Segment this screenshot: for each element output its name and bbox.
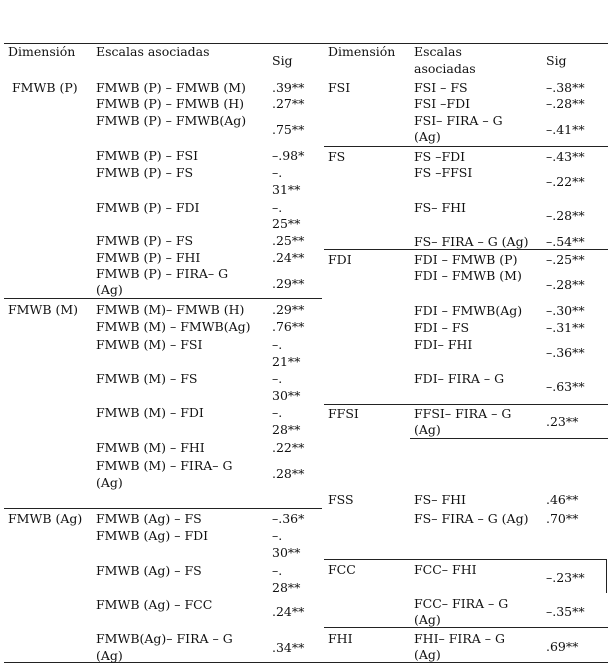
- sig-value-line1: –.: [272, 200, 283, 215]
- scale-label-line2: (Ag): [414, 647, 441, 662]
- dimension-label: FFSI: [328, 406, 359, 421]
- table-top-rule: [4, 43, 608, 44]
- sig-value: .75**: [272, 122, 305, 137]
- scale-label-line2: (Ag): [414, 422, 441, 437]
- fcc-side-rule: [606, 559, 607, 593]
- sig-value: –.28**: [546, 277, 585, 292]
- sig-value: –.41**: [546, 122, 585, 137]
- sig-value: –.54**: [546, 234, 585, 249]
- scale-label: FMWB (Ag) – FS: [96, 563, 202, 578]
- scale-label: FS– FHI: [414, 200, 466, 215]
- scale-label: FMWB (P) – FSI: [96, 148, 199, 163]
- header-scales-right-line2: asociadas: [414, 61, 476, 76]
- sig-value: .29**: [272, 302, 305, 317]
- scale-label: FDI– FHI: [414, 337, 473, 352]
- sig-value: –.35**: [546, 604, 585, 619]
- scale-label: FMWB (Ag) – FS: [96, 511, 202, 526]
- scale-label-line2: (Ag): [96, 282, 123, 297]
- scale-label: FMWB (M) – FHI: [96, 440, 205, 455]
- sig-value: –.28**: [546, 208, 585, 223]
- header-sig-right: Sig: [546, 53, 567, 68]
- dimension-label: FHI: [328, 631, 353, 646]
- sig-value: –.23**: [546, 570, 585, 585]
- sig-value-line2: 30**: [272, 545, 301, 560]
- sig-value-line2: 28**: [272, 580, 301, 595]
- scale-label: FMWB (Ag) – FCC: [96, 597, 213, 612]
- sig-value: .24**: [272, 604, 305, 619]
- scale-label-line1: FSI– FIRA – G: [414, 113, 503, 128]
- sig-value: –.98*: [272, 148, 305, 163]
- scale-label: FMWB (M)– FMWB (H): [96, 302, 245, 317]
- scale-label: FMWB (P) – FMWB(Ag): [96, 113, 247, 128]
- sig-value: –.28**: [546, 96, 585, 111]
- sig-value: .28**: [272, 466, 305, 481]
- right-group-rule-fs: [324, 146, 608, 147]
- scale-label-line1: FFSI– FIRA – G: [414, 406, 512, 421]
- left-group-rule-2: [4, 508, 322, 509]
- scale-label-line1: FMWB (M) – FIRA– G: [96, 458, 233, 473]
- scale-label: FMWB (P) – FS: [96, 165, 194, 180]
- scale-label: FS –FDI: [414, 149, 466, 164]
- sig-value: –.30**: [546, 303, 585, 318]
- header-dimension-right: Dimensión: [328, 44, 396, 59]
- sig-value: .39**: [272, 80, 305, 95]
- sig-value: –.25**: [546, 252, 585, 267]
- dimension-label: FS: [328, 149, 346, 164]
- sig-value: .70**: [546, 511, 579, 526]
- scale-label-line2: (Ag): [96, 648, 123, 663]
- dimension-label: FSS: [328, 492, 354, 507]
- dimension-label: FMWB (P): [12, 80, 78, 95]
- scale-label: FMWB (M) – FDI: [96, 405, 204, 420]
- sig-value-line1: –.: [272, 337, 283, 352]
- dimension-label: FDI: [328, 252, 352, 267]
- sig-value: –.36**: [546, 345, 585, 360]
- scale-label-line1: FHI– FIRA – G: [414, 631, 505, 646]
- dimension-label: FMWB (M): [8, 302, 79, 317]
- dimension-label: FCC: [328, 562, 356, 577]
- sig-value: .27**: [272, 96, 305, 111]
- sig-value: .23**: [546, 414, 579, 429]
- scale-label: FS– FIRA – G (Ag): [414, 234, 529, 249]
- sig-value: .22**: [272, 440, 305, 455]
- scale-label-line1: FCC– FIRA – G: [414, 596, 509, 611]
- scale-label: FMWB (M) – FMWB(Ag): [96, 319, 251, 334]
- sig-value: –.31**: [546, 320, 585, 335]
- sig-value-line2: 25**: [272, 216, 301, 231]
- scale-label-line2: (Ag): [414, 612, 441, 627]
- scale-label: FSI – FS: [414, 80, 468, 95]
- sig-value: –.63**: [546, 379, 585, 394]
- right-group-rule-fcc: [324, 559, 607, 560]
- sig-value-line1: –.: [272, 165, 283, 180]
- header-dimension-left: Dimensión: [8, 44, 76, 59]
- sig-value-line2: 31**: [272, 182, 301, 197]
- scale-label: FCC– FHI: [414, 562, 477, 577]
- sig-value-line2: 30**: [272, 388, 301, 403]
- scale-label: FMWB (M) – FS: [96, 371, 198, 386]
- scale-label: FDI – FMWB(Ag): [414, 303, 523, 318]
- scale-label: FS– FIRA – G (Ag): [414, 511, 529, 526]
- sig-value: .34**: [272, 640, 305, 655]
- sig-value: –.22**: [546, 174, 585, 189]
- right-group-rule-ffsi: [324, 404, 608, 405]
- sig-value: .46**: [546, 492, 579, 507]
- dimension-label: FMWB (Ag): [8, 511, 83, 526]
- scale-label: FDI– FIRA – G: [414, 371, 505, 386]
- scale-label: FMWB (P) – FMWB (H): [96, 96, 244, 111]
- scale-label-line1: FMWB(Ag)– FIRA – G: [96, 631, 233, 646]
- scale-label: FSI –FDI: [414, 96, 471, 111]
- right-group-rule-fhi: [324, 627, 608, 628]
- scale-label: FMWB (P) – FMWB (M): [96, 80, 246, 95]
- scale-label: FMWB (P) – FDI: [96, 200, 200, 215]
- scale-label: FMWB (P) – FHI: [96, 250, 201, 265]
- sig-value: .29**: [272, 276, 305, 291]
- right-group-rule-fss: [410, 438, 608, 439]
- table-bottom-rule: [4, 662, 608, 663]
- sig-value-line2: 28**: [272, 422, 301, 437]
- scale-label-line2: (Ag): [414, 129, 441, 144]
- header-sig-left: Sig: [272, 53, 293, 68]
- sig-value: .25**: [272, 233, 305, 248]
- scale-label: FS –FFSI: [414, 165, 473, 180]
- sig-value-line2: 21**: [272, 354, 301, 369]
- sig-value-line1: –.: [272, 563, 283, 578]
- sig-value: –.43**: [546, 149, 585, 164]
- header-scales-left: Escalas asociadas: [96, 44, 210, 59]
- scale-label: FMWB (P) – FS: [96, 233, 194, 248]
- scale-label: FDI – FMWB (M): [414, 268, 522, 283]
- sig-value: –.38**: [546, 80, 585, 95]
- header-scales-right-line1: Escalas: [414, 44, 462, 59]
- scale-label: FMWB (M) – FSI: [96, 337, 203, 352]
- sig-value: .69**: [546, 639, 579, 654]
- scale-label-line1: FMWB (P) – FIRA– G: [96, 266, 229, 281]
- left-group-rule-1: [4, 298, 322, 299]
- sig-value: –.36*: [272, 511, 305, 526]
- sig-value-line1: –.: [272, 405, 283, 420]
- scale-label: FDI – FS: [414, 320, 470, 335]
- sig-value: .24**: [272, 250, 305, 265]
- scale-label-line2: (Ag): [96, 475, 123, 490]
- scale-label: FS– FHI: [414, 492, 466, 507]
- right-group-rule-fdi: [324, 249, 608, 250]
- scale-label: FDI – FMWB (P): [414, 252, 518, 267]
- sig-value: .76**: [272, 319, 305, 334]
- sig-value-line1: –.: [272, 371, 283, 386]
- dimension-label: FSI: [328, 80, 351, 95]
- scale-label: FMWB (Ag) – FDI: [96, 528, 209, 543]
- sig-value-line1: –.: [272, 528, 283, 543]
